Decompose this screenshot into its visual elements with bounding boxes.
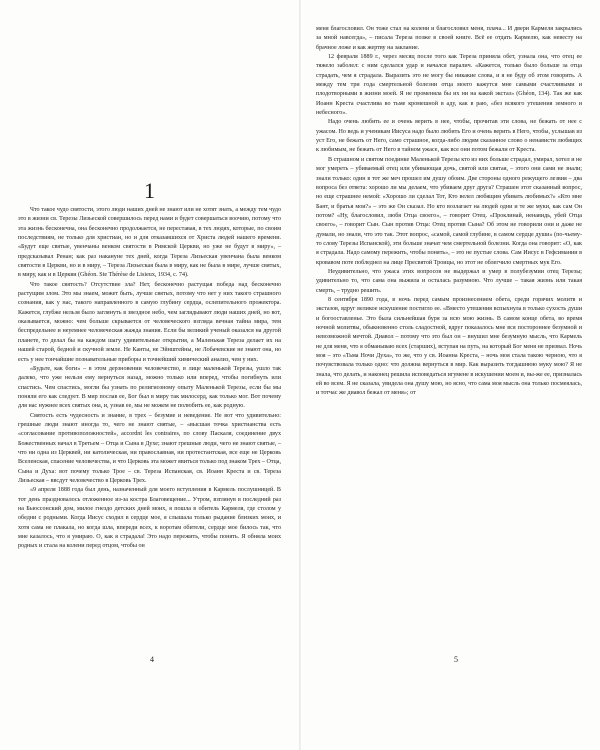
- paragraph: меня благословил. Он тоже стал на колени и благословил меня, плача... И двери Кармеля закрылись за мной навсегда», – писала Тереза позже в своей книге. Всё ее отдать Кармелю, как невесту на брачное ложе и как жертву на заклание.: [316, 26, 582, 51]
- page-number: 5: [454, 655, 458, 664]
- paragraph: 12 февраля 1889 г., через месяц после того как Тереза приняла обет, узнала она, что отец ее тяжело заболел: с ним сделался удар и начался паралич. «Кажется, только было больше за отца страдать, чем я страдала. Выразить это не могу бы никакие слова, и я не буду об этом говорить. А между тем три года смертельной болезни отца моего кажутся мне самыми счастливыми и плодотворными в жизни моей. Я не променяла бы их ни на какой экстаз» (Ghéon, 134). Так же как Иоанн Креста счастлива во тьме кромешной в аду, как в раю, «без всякого утешения земного и небесного».: [316, 54, 582, 117]
- paragraph: Надо очень любить ее и очень верить в нее, чтобы, прочитав эти слова, не бежать от нее с ужасом. Но ведь и ученикам Иисуса надо было любить Его и очень верить в Него, чтобы, услышав из уст Его, не бежать от Него, само страшное, когда-либо людям сказанное слово о ненависти любящих к любимым, не бежать от Него в тайном ужасе, как все они потом бежали от Креста.: [316, 119, 582, 154]
- paragraph: 8 сентября 1890 года, в ночь перед самым произнесением обета, среди горячих молитв и экстазов, вдруг великое искушение постигло ее. «Вместо утешения вспыхнула в только сухость души и богооставленье. Это была сильнейшая буря за всю мою жизнь. В самом конце обета, во время ночной молитвы, обыкновенно столь сладостной, вдруг показалось мне вся постороннее безумной и невозможной мечтой. Диавол – потому что это был он – внушил мне безумную мысль, что Кармель не для меня, что я обманываю всех (старших), вступая на путь, на который Бог меня не призвал. Ночь моя – это «Тьма Ночи Духа», то же, что у св. Иоанна Креста, – ночь моя стала такою черною, что я почувствовала только одно: что должна вернуться в мир. Как выразить тогдашнюю муку мою? Я не знала, что делать, и наконец решила исповедаться игумене в искушении моем и, вы-же ее, призналась ей во всем. Я не сказала, увидела она душу мою, но ясно, что сама моя мысль она только посмеялась, и тотчас же диавол бежал от меня»; от: [316, 296, 582, 397]
- page-number: 4: [150, 655, 154, 664]
- paragraph: Что такое святость? Отсутствие зла? Нет, бесконечно растущая победа над бесконечно растущим злом. Это мы знаем, может быть, лучше святых, потому что нет у них такого страшного сознания, как у нас, такого направленного в самую глубину сердца, ослепительного прожектора. Кажется, глубже нельзя было заглянуть в звездное небо, чем заглядывают люди наших дней, но вот, оказывается, можно: чем больше скрывается от человеческого взгляда вечная тайна мира, тем беспредельнее и неуемнее человеческая жажда знания. Если бы великий ученый оказался на другой планете, то делал бы на каждом шагу удивительные открытия, а Маленькая Тереза делает их на нашей старой, бедной и скучной земле. Не Канты, не Эйнштейны, не Лобачевские не знают она, но есть у нее тончайшие познавательные приборы и точнейший химический анализ, чем у них.: [18, 281, 281, 363]
- paragraph: Что такое чудо святости, этого люди наших дней не знают или не хотят знать, а между тем чудо это в жизни св. Терезы Лизьеской совершилось перед нами и будет совершаться воочию, потому что эта жизнь бесконечна, она бесконечно продолжается, не переставая, в тех людях, которые, по своим последствиям, не только для христиан, но и для отказавшихся от Христа людей нашего времени. «Будут еще святые, увенчаны венком святости в Римской Церкви, но уже не будут в миру», – предсказывал Ренан; как раз накануне тех дней, когда Тереза Лизьеская увенчана была венком святости в Церкви, но и в миру, – Тереза Лизьеская была в миру, как не была в мире, лучше святых, в миру, как и в Церкви (Ghéon. Ste Thérèse de Lisieux, 1934, c. 74).: [18, 207, 281, 279]
- paragraph: В страшном и святом поединке Маленькой Терезы кто из них больше страдал, умирал, хотел и не мог умереть – убиваемый отец или убивающая дочь, святой или святая, – этого они сами не знали; знали только: один в тот же меч прошел им душу обоим. Две стороны одного режущего лезвия – два вопроса без ответа: хорошо ли мы делаем, что убиваем друг друга? Страшен этот сказанный вопрос, но еще страшнее немой: «Хорошо ли сделал Тот, Кто велел любящим убивать любимых?» «Кто мне Бант, и братья мои?» – это же Он сказал. Но кто возлагает на людей одни и те же муки, как сам Он потом? «Ну, благословил, любя Отца своего», – говорит Отец. «Проклинай, ненавидь, убей Отца своего», – говорит Сын. Сын против Отца: Отец против Сына? Об этом не говорили они и даже не думали, но знали, что это так. Этот вопрос, «самой, самой глубине, в самом сердце души» (по-чьему-то слову Терезы Испанской), эти больше значат чем смертельной болезни. Когда она говорит: «О, как я страдала. Надо самому пережить, чтобы понять», – это не пустые слова. Сам Иисус в Гефсимании в кровавом поте побледнел на лице Пресвятой Троицы, но этот не облегчило смертных мук Его.: [316, 156, 582, 266]
- right-page: [300, 0, 600, 750]
- paragraph: Святость есть чудесность и знание, в трех – безумие и неведение. Не вот что удивительно: грешные люди знают иногда то, чего не знают святые, – «высшая точка христианства есть «согласование противоположностей», accordnt les contraires, по слову Паскаля, соединение двух Божественных начал в Третьем – Отца и Сына в Духе; знают грешные люди, чего не знают святые, – что ни одна из Церквей, ни католическая, ни православная, ни протестантская, все еще не Церковь Вселенская, спасение человечества, и что Церковь эта может явиться только под знаком Трех – Отца, Сына и Духа: вот почему только Трое – св. Тереза Испанская, св. Иоанн Креста и св. Тереза Лизьеская – ввсдут человечество в Церковь Трех.: [18, 412, 282, 484]
- chapter-number: 1: [144, 178, 156, 203]
- paragraph: «9 апреля 1888 года был день, назначенный для моего вступления в Кармель послушницей. В тот день праздновалось отложенное из-за костра Благовещение... Утром, взглянув в последний раз на Бьюссонский дом, милое гнездо детских дней моих, я пошла в обитель Кармеля, где столом у обедни с родными. Когда Иисус сходил в сердце мое, я слышала только рыдание близких моих, и хотя сама не плакала, но когда шла, впереди всех, к воротам обители, сердце мое билось так, что мне казалось, что я умираю. О, как я страдала! Это надо пережить, чтобы понять. Я обняла моих родных и стала на колени перед отцом, чтобы он: [18, 487, 281, 550]
- paragraph: Неудивительно, что ужаса этих вопросов не выдержал и умер в полубезумии отец Терезы; удивительно то, что сама она выжила и осталась разумною. Что лучше – такая жизнь или такая смерть, – трудно решить.: [316, 268, 582, 294]
- paragraph: «Будьте, как боги» – в этом дерзновении человечество, в лице маленькой Терезы, ушло так далеко, что уже нельзя ему вернуться назад, можно только или вперед, чтобы погибнуть или спастись. Чем спастись, могли бы узнать по религиозному опыту Маленькой Терезы, если бы мы поняли его как следует. В мир послав ее, Бог был в миру так милосерд, как только мог. Вот почему для нас нужнее всех святых она, и, узнав ее, мы не можем не полюбить ее, как родную.: [18, 365, 281, 410]
- right-page-body: [316, 25, 582, 399]
- left-page-body: [18, 206, 281, 552]
